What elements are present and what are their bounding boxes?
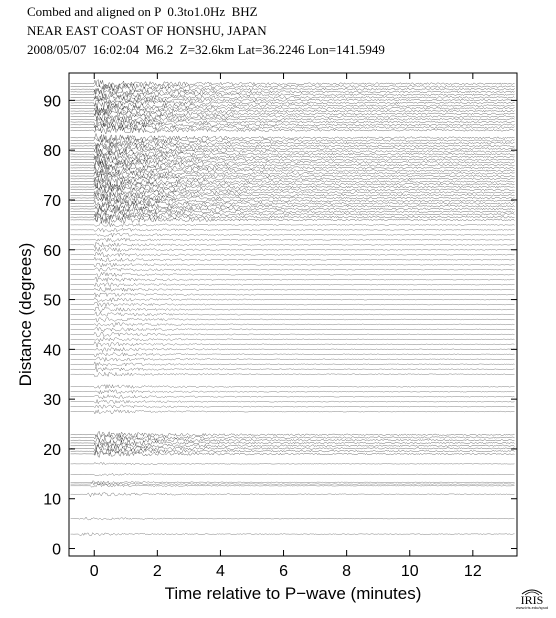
trace-8-13 (71, 307, 515, 312)
trace-5-0 (71, 462, 515, 464)
y-tick-label-1: 10 (43, 491, 61, 509)
x-tick-label-2: 4 (215, 563, 225, 580)
y-tick-label-7: 70 (43, 192, 61, 210)
y-tick-label-5: 50 (43, 292, 61, 310)
x-tick-label-0: 0 (89, 563, 99, 580)
trace-8-1 (71, 367, 515, 372)
x-tick-label-3: 6 (279, 563, 288, 580)
header-line-3: 2008/05/07 16:02:04 M6.2 Z=32.6km Lat=36.2246 Lon=141.5949 (27, 42, 385, 57)
trace-8-20 (71, 272, 515, 277)
trace-0-0 (71, 533, 515, 536)
y-tick-label-6: 60 (43, 242, 61, 260)
header-line-2: NEAR EAST COAST OF HONSHU, JAPAN (27, 23, 267, 38)
x-tick-label-4: 8 (342, 563, 352, 580)
trace-11-3 (71, 119, 515, 126)
trace-2-0 (71, 492, 515, 497)
trace-10-7 (71, 197, 515, 204)
trace-10-4 (71, 205, 515, 212)
trace-1-0 (71, 517, 515, 520)
trace-3-2 (71, 481, 515, 484)
trace-8-11 (71, 318, 515, 323)
trace-8-9 (71, 328, 515, 332)
trace-6-0 (71, 451, 515, 457)
y-tick-label-3: 30 (43, 392, 61, 410)
trace-8-3 (71, 357, 515, 362)
trace-8-8 (71, 332, 515, 336)
trace-11-10 (71, 99, 515, 106)
trace-9-3 (71, 247, 515, 251)
logo-text: IRIS (520, 593, 544, 607)
trace-8-5 (71, 348, 515, 352)
trace-7-1 (71, 405, 515, 408)
y-tick-label-2: 20 (43, 441, 61, 459)
trace-6-1 (71, 448, 515, 455)
trace-9-1 (71, 257, 515, 262)
x-axis-title: Time relative to P−wave (minutes) (164, 584, 422, 603)
trace-11-8 (71, 105, 515, 112)
logo-subtext: www.iris.edu/spud (515, 605, 549, 610)
trace-6-7 (71, 431, 515, 437)
trace-10-30 (71, 134, 515, 142)
trace-11-15 (71, 85, 515, 92)
trace-8-7 (71, 337, 515, 341)
trace-8-15 (71, 298, 515, 303)
trace-8-4 (71, 353, 515, 357)
trace-9-4 (71, 242, 515, 247)
trace-8-16 (71, 293, 515, 297)
trace-8-0 (71, 372, 515, 377)
trace-10-6 (71, 200, 515, 207)
trace-9-7 (71, 228, 515, 232)
trace-7-3 (71, 395, 515, 399)
trace-4-0 (71, 473, 515, 476)
iris-logo (514, 584, 550, 610)
y-tick-label-0: 0 (52, 541, 61, 559)
x-tick-label-6: 12 (463, 563, 482, 580)
trace-8-18 (71, 283, 515, 287)
trace-7-0 (71, 410, 515, 414)
trace-8-12 (71, 312, 515, 316)
trace-9-8 (71, 223, 515, 227)
trace-8-10 (71, 323, 515, 327)
x-tick-label-1: 2 (152, 563, 162, 580)
trace-8-6 (71, 342, 515, 347)
y-axis-title: Distance (degrees) (16, 242, 35, 387)
trace-3-0 (71, 484, 515, 487)
trace-7-4 (71, 390, 515, 394)
trace-8-14 (71, 302, 515, 306)
x-tick-label-5: 10 (400, 563, 419, 580)
trace-7-5 (71, 385, 515, 389)
y-tick-label-9: 90 (43, 93, 61, 111)
trace-8-17 (71, 287, 515, 291)
header-line-1: Combed and aligned on P 0.3to1.0Hz BHZ (27, 4, 258, 19)
trace-10-9 (71, 191, 515, 198)
trace-8-2 (71, 362, 515, 367)
trace-9-6 (71, 233, 515, 237)
y-tick-label-8: 80 (43, 143, 61, 161)
trace-3-1 (71, 483, 515, 486)
trace-9-0 (71, 263, 515, 267)
trace-8-19 (71, 277, 515, 282)
trace-9-5 (71, 238, 515, 242)
trace-10-1 (71, 213, 515, 221)
trace-10-15 (71, 175, 515, 182)
trace-8-21 (71, 268, 515, 272)
trace-9-2 (71, 252, 515, 257)
y-tick-label-4: 40 (43, 342, 61, 360)
seismogram-traces (71, 80, 515, 536)
trace-7-2 (71, 400, 515, 404)
